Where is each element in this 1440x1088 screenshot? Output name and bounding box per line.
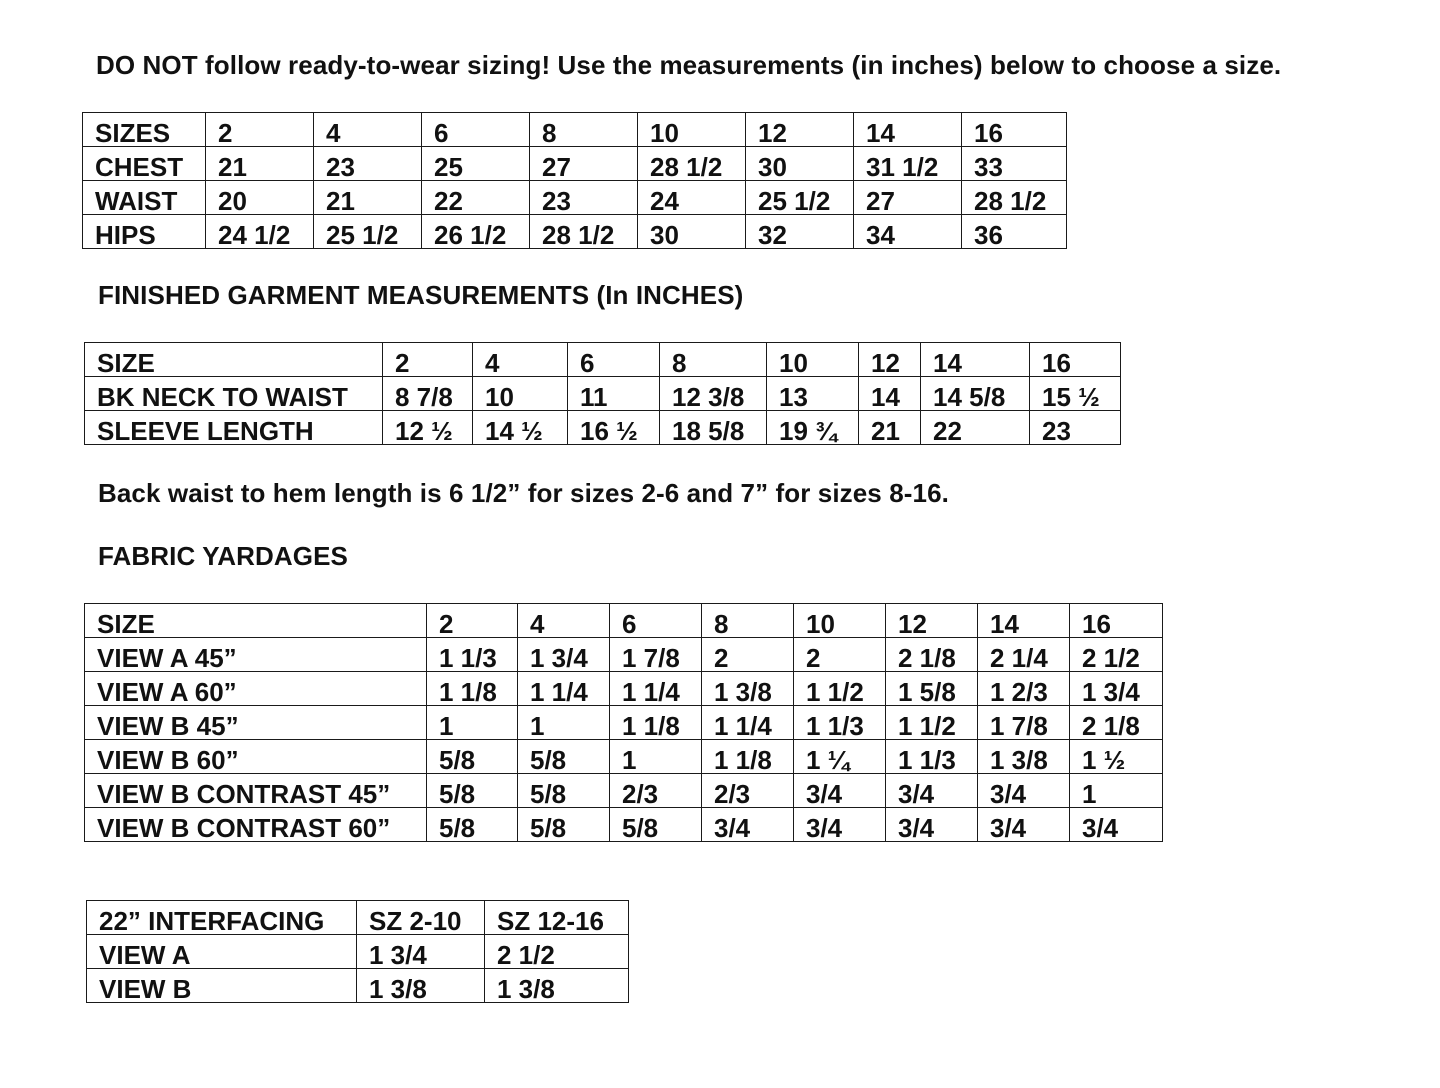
- table-cell: 25: [422, 147, 530, 181]
- table-row: [85, 672, 1163, 706]
- table-cell: 19 ¾: [767, 411, 859, 445]
- table-cell: 26 1/2: [422, 215, 530, 249]
- table-cell: 28 1/2: [962, 181, 1067, 215]
- table-cell: 14: [854, 113, 962, 147]
- table-header-row: [87, 901, 629, 935]
- table-cell: 24 1/2: [206, 215, 314, 249]
- table-cell: 4: [473, 343, 568, 377]
- table-cell: 2/3: [610, 774, 702, 808]
- table-cell: 24: [638, 181, 746, 215]
- body-measurements-table: [82, 112, 1067, 249]
- row-label-cell: WAIST: [83, 181, 206, 215]
- fabric-yardages-heading: FABRIC YARDAGES: [98, 541, 348, 571]
- table-cell: 14 5/8: [921, 377, 1030, 411]
- table-cell: 32: [746, 215, 854, 249]
- table-cell: 2: [383, 343, 473, 377]
- table-cell: 15 ½: [1030, 377, 1121, 411]
- row-label-cell: SIZE: [85, 343, 383, 377]
- table-cell: 16: [1070, 604, 1163, 638]
- row-label-cell: VIEW B 45”: [85, 706, 427, 740]
- table-cell: 30: [746, 147, 854, 181]
- table-cell: 16: [962, 113, 1067, 147]
- table-cell: 8 7/8: [383, 377, 473, 411]
- table-cell: 6: [422, 113, 530, 147]
- table-row: [83, 215, 1067, 249]
- table-cell: 12 3/8: [660, 377, 767, 411]
- table-cell: 12: [859, 343, 921, 377]
- table-cell: 2 1/4: [978, 638, 1070, 672]
- table-cell: 22: [422, 181, 530, 215]
- table-cell: 1 7/8: [978, 706, 1070, 740]
- table-cell: 3/4: [1070, 808, 1163, 842]
- table-cell: SZ 2-10: [357, 901, 485, 935]
- table-cell: 3/4: [978, 808, 1070, 842]
- row-label-cell: SLEEVE LENGTH: [85, 411, 383, 445]
- table-cell: 31 1/2: [854, 147, 962, 181]
- table-cell: 1 3/8: [357, 969, 485, 1003]
- table-cell: 1 1/2: [886, 706, 978, 740]
- table-cell: 16: [1030, 343, 1121, 377]
- table-cell: 3/4: [794, 774, 886, 808]
- table-cell: 1 1/4: [610, 672, 702, 706]
- row-label-cell: VIEW B 60”: [85, 740, 427, 774]
- finished-garment-table: [84, 342, 1121, 445]
- table-cell: 1: [427, 706, 518, 740]
- table-row: [85, 638, 1163, 672]
- table-cell: 27: [854, 181, 962, 215]
- table-row: [85, 411, 1121, 445]
- table-cell: 1 1/8: [610, 706, 702, 740]
- table-cell: 1 ½: [1070, 740, 1163, 774]
- table-cell: 20: [206, 181, 314, 215]
- intro-text: DO NOT follow ready-to-wear sizing! Use the measurements (in inches) below to choose a size.: [96, 50, 1282, 80]
- table-cell: 1: [610, 740, 702, 774]
- table-cell: 1 5/8: [886, 672, 978, 706]
- table-cell: 23: [314, 147, 422, 181]
- table-cell: 2: [427, 604, 518, 638]
- table-cell: 18 5/8: [660, 411, 767, 445]
- table-cell: 5/8: [427, 808, 518, 842]
- table-cell: 22: [921, 411, 1030, 445]
- table-cell: 1 3/8: [702, 672, 794, 706]
- table-cell: 14 ½: [473, 411, 568, 445]
- table-row: [85, 706, 1163, 740]
- table-cell: 3/4: [794, 808, 886, 842]
- table-cell: 25 1/2: [746, 181, 854, 215]
- table-row: [85, 808, 1163, 842]
- table-cell: 28 1/2: [530, 215, 638, 249]
- table-cell: 2 1/8: [886, 638, 978, 672]
- table-cell: 21: [859, 411, 921, 445]
- finished-garment-heading: FINISHED GARMENT MEASUREMENTS (In INCHES): [98, 280, 744, 310]
- table-cell: 12 ½: [383, 411, 473, 445]
- table-cell: 14: [859, 377, 921, 411]
- row-label-cell: SIZES: [83, 113, 206, 147]
- table-cell: 14: [978, 604, 1070, 638]
- table-cell: 5/8: [518, 808, 610, 842]
- table-cell: 1 3/8: [978, 740, 1070, 774]
- table-cell: 6: [568, 343, 660, 377]
- table-cell: 3/4: [978, 774, 1070, 808]
- table-cell: 5/8: [518, 774, 610, 808]
- table-cell: 2: [702, 638, 794, 672]
- table-cell: 1 1/3: [427, 638, 518, 672]
- table-cell: 1 1/3: [886, 740, 978, 774]
- table-cell: 3/4: [886, 808, 978, 842]
- table-cell: 10: [638, 113, 746, 147]
- table-cell: 16 ½: [568, 411, 660, 445]
- table-cell: 2 1/8: [1070, 706, 1163, 740]
- table-cell: 14: [921, 343, 1030, 377]
- table-cell: 4: [314, 113, 422, 147]
- row-label-cell: VIEW A 45”: [85, 638, 427, 672]
- table-cell: 1 1/8: [702, 740, 794, 774]
- table-cell: 13: [767, 377, 859, 411]
- table-cell: 8: [702, 604, 794, 638]
- table-header-row: [83, 113, 1067, 147]
- table-cell: 34: [854, 215, 962, 249]
- table-cell: 1 1/3: [794, 706, 886, 740]
- table-cell: 8: [660, 343, 767, 377]
- table-cell: SZ 12-16: [485, 901, 629, 935]
- table-cell: 5/8: [427, 740, 518, 774]
- row-label-cell: VIEW B CONTRAST 45”: [85, 774, 427, 808]
- table-header-row: [85, 604, 1163, 638]
- table-row: [85, 774, 1163, 808]
- table-header-row: [85, 343, 1121, 377]
- table-cell: 1 1/8: [427, 672, 518, 706]
- table-cell: 1 2/3: [978, 672, 1070, 706]
- row-label-cell: VIEW B CONTRAST 60”: [85, 808, 427, 842]
- table-cell: 10: [794, 604, 886, 638]
- table-row: [83, 181, 1067, 215]
- table-cell: 2/3: [702, 774, 794, 808]
- table-cell: 1 3/4: [518, 638, 610, 672]
- table-cell: 1 ¼: [794, 740, 886, 774]
- table-cell: 5/8: [610, 808, 702, 842]
- table-cell: 1 3/4: [1070, 672, 1163, 706]
- table-cell: 11: [568, 377, 660, 411]
- table-cell: 8: [530, 113, 638, 147]
- table-cell: 23: [530, 181, 638, 215]
- table-cell: 1 1/4: [702, 706, 794, 740]
- table-cell: 2 1/2: [485, 935, 629, 969]
- table-cell: 28 1/2: [638, 147, 746, 181]
- row-label-cell: 22” INTERFACING: [87, 901, 357, 935]
- table-cell: 1 3/4: [357, 935, 485, 969]
- table-cell: 1 1/4: [518, 672, 610, 706]
- table-cell: 10: [473, 377, 568, 411]
- fabric-yardages-table: [84, 603, 1163, 842]
- interfacing-table: [86, 900, 629, 1003]
- table-cell: 6: [610, 604, 702, 638]
- row-label-cell: HIPS: [83, 215, 206, 249]
- table-cell: 30: [638, 215, 746, 249]
- table-cell: 4: [518, 604, 610, 638]
- table-cell: 12: [886, 604, 978, 638]
- row-label-cell: SIZE: [85, 604, 427, 638]
- table-cell: 12: [746, 113, 854, 147]
- table-cell: 2: [206, 113, 314, 147]
- table-cell: 2 1/2: [1070, 638, 1163, 672]
- table-cell: 5/8: [518, 740, 610, 774]
- table-cell: 23: [1030, 411, 1121, 445]
- table-row: [85, 377, 1121, 411]
- table-cell: 1: [518, 706, 610, 740]
- table-cell: 10: [767, 343, 859, 377]
- table-cell: 27: [530, 147, 638, 181]
- table-row: [85, 740, 1163, 774]
- table-cell: 3/4: [886, 774, 978, 808]
- row-label-cell: CHEST: [83, 147, 206, 181]
- table-row: [83, 147, 1067, 181]
- hem-note: Back waist to hem length is 6 1/2” for sizes 2-6 and 7” for sizes 8-16.: [98, 478, 949, 508]
- table-cell: 1 3/8: [485, 969, 629, 1003]
- row-label-cell: BK NECK TO WAIST: [85, 377, 383, 411]
- row-label-cell: VIEW A: [87, 935, 357, 969]
- table-cell: 1 1/2: [794, 672, 886, 706]
- table-cell: 21: [314, 181, 422, 215]
- table-cell: 5/8: [427, 774, 518, 808]
- table-cell: 1: [1070, 774, 1163, 808]
- table-cell: 3/4: [702, 808, 794, 842]
- table-cell: 21: [206, 147, 314, 181]
- table-cell: 2: [794, 638, 886, 672]
- table-row: [87, 935, 629, 969]
- row-label-cell: VIEW B: [87, 969, 357, 1003]
- row-label-cell: VIEW A 60”: [85, 672, 427, 706]
- table-cell: 36: [962, 215, 1067, 249]
- table-row: [87, 969, 629, 1003]
- table-cell: 33: [962, 147, 1067, 181]
- table-cell: 25 1/2: [314, 215, 422, 249]
- table-cell: 1 7/8: [610, 638, 702, 672]
